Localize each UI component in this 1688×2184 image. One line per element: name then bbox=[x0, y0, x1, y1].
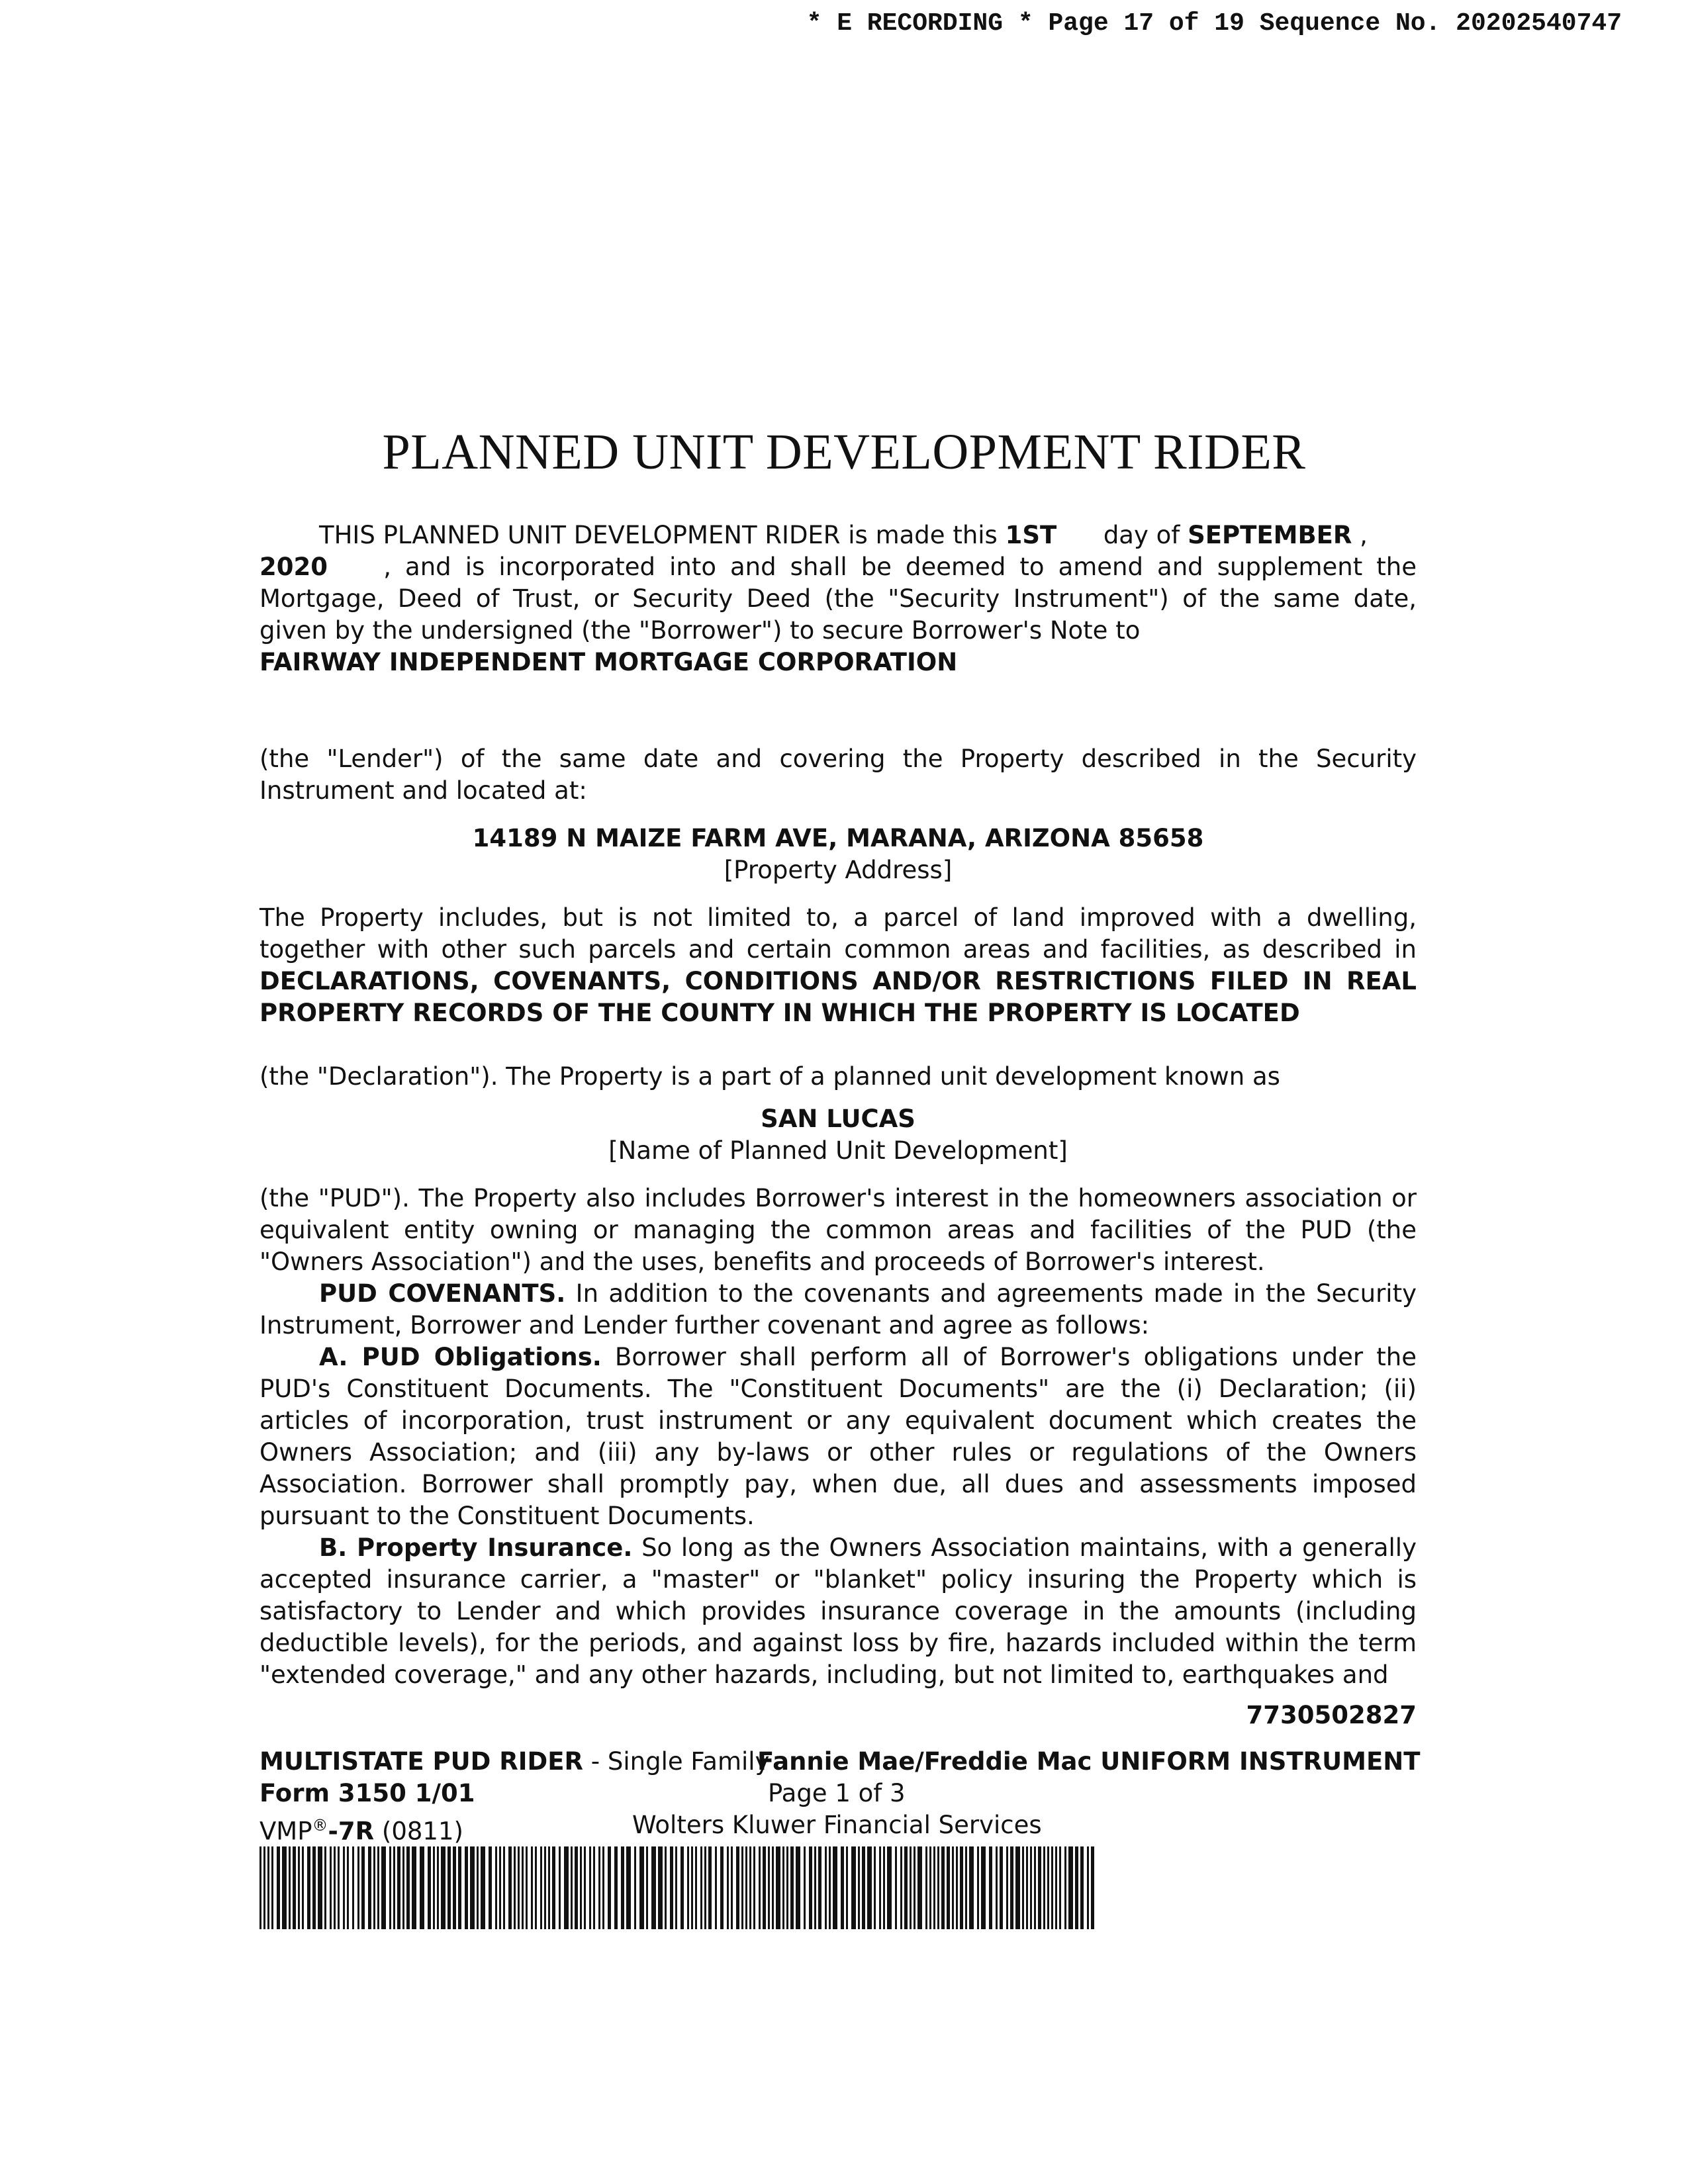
barcode-bar bbox=[1030, 1846, 1032, 1929]
barcode-bar bbox=[941, 1846, 945, 1929]
pud-name-label: [Name of Planned Unit Development] bbox=[608, 1136, 1068, 1165]
intro-paragraph-cont bbox=[259, 551, 1417, 678]
barcode-bar bbox=[437, 1846, 439, 1929]
barcode-bar bbox=[282, 1846, 287, 1929]
section-a-heading: A. PUD Obligations. bbox=[319, 1343, 602, 1371]
barcode-bar bbox=[499, 1846, 501, 1929]
rider-name: MULTISTATE PUD RIDER bbox=[259, 1747, 583, 1776]
barcode-bar bbox=[695, 1846, 697, 1929]
barcode-bar bbox=[829, 1846, 831, 1929]
barcode-bar bbox=[727, 1846, 729, 1929]
barcode-bar bbox=[825, 1846, 827, 1929]
barcode-bar bbox=[846, 1846, 848, 1929]
barcode-bar bbox=[895, 1846, 897, 1929]
barcode-bar bbox=[343, 1846, 345, 1929]
barcode-bar bbox=[670, 1846, 673, 1929]
barcode-bar bbox=[759, 1846, 761, 1929]
intro-paragraph bbox=[259, 520, 1417, 551]
barcode-bar bbox=[289, 1846, 291, 1929]
barcode-bar bbox=[589, 1846, 591, 1929]
barcode-bar bbox=[1010, 1846, 1013, 1929]
recording-stamp: * E RECORDING * Page 17 of 19 Sequence No. 20202540747 bbox=[806, 9, 1622, 38]
barcode-bar bbox=[879, 1846, 881, 1929]
barcode-bar bbox=[981, 1846, 986, 1929]
pud-paragraph: (the "PUD"). The Property also includes Borrower's interest in the homeowners association or equivalent entity owning or managing the common areas and facilities of the PUD (the "Owners Association") and the uses, benefits and proceeds of Borrower's interest. bbox=[259, 1184, 1417, 1276]
section-b-heading: B. Property Insurance. bbox=[319, 1533, 633, 1562]
barcode-bar bbox=[271, 1846, 273, 1929]
barcode-bar bbox=[965, 1846, 967, 1929]
barcode-bar bbox=[441, 1846, 445, 1929]
barcode-bar bbox=[704, 1846, 706, 1929]
barcode-bar bbox=[914, 1846, 915, 1929]
barcode-bar bbox=[357, 1846, 359, 1929]
barcode-bar bbox=[1038, 1846, 1041, 1929]
page-indicator: Page 1 of 3 bbox=[768, 1779, 906, 1807]
section-b-text: So long as the Owners Association maintains, with a generally accepted insurance carrier, a "master" or "blanket" policy insuring the Property which is satisfactory to Lender and which provides insurance coverage in the amounts (including deductible levels), for the periods, and against loss by fire, hazards included within the term "extended coverage," and any other hazards, including, but not limited to, earthquakes and bbox=[259, 1533, 1417, 1689]
barcode-bar bbox=[969, 1846, 974, 1929]
property-paragraph bbox=[259, 902, 1417, 1029]
barcode-bar bbox=[548, 1846, 550, 1929]
barcode-bar bbox=[996, 1846, 998, 1929]
barcode-bar bbox=[302, 1846, 304, 1929]
declaration-paragraph: (the "Declaration"). The Property is a part of a planned unit development known as bbox=[259, 1062, 1280, 1091]
barcode-bar bbox=[334, 1846, 336, 1929]
barcode-bar bbox=[338, 1846, 340, 1929]
barcode-bar bbox=[634, 1846, 636, 1929]
barcode-bar bbox=[544, 1846, 546, 1929]
barcode-bar bbox=[741, 1846, 743, 1929]
covenants-heading: PUD COVENANTS. bbox=[319, 1279, 566, 1308]
barcode-bar bbox=[598, 1846, 600, 1929]
barcode-bar bbox=[470, 1846, 475, 1929]
barcode-bar bbox=[571, 1846, 573, 1929]
barcode-bar bbox=[814, 1846, 816, 1929]
barcode-bar bbox=[960, 1846, 963, 1929]
barcode-bar bbox=[782, 1846, 784, 1929]
barcode-bar bbox=[900, 1846, 902, 1929]
barcode-bar bbox=[381, 1846, 386, 1929]
barcode-bar bbox=[715, 1846, 717, 1929]
declarations-text: DECLARATIONS, COVENANTS, CONDITIONS AND/OR RESTRICTIONS FILED IN REAL PROPERTY RECORDS OF THE COUNTY IN WHICH THE PROPERTY IS LOCATED bbox=[259, 967, 1417, 1027]
barcode-bar bbox=[377, 1846, 379, 1929]
barcode-bar bbox=[259, 1846, 261, 1929]
covenants-paragraph bbox=[259, 1278, 1417, 1342]
barcode-bar bbox=[428, 1846, 431, 1929]
barcode-bar bbox=[1006, 1846, 1008, 1929]
barcode-bar bbox=[952, 1846, 954, 1929]
barcode-bar bbox=[745, 1846, 747, 1929]
barcode-bar bbox=[691, 1846, 693, 1929]
barcode-bar bbox=[700, 1846, 702, 1929]
barcode-bar bbox=[263, 1846, 265, 1929]
barcode-bar bbox=[1059, 1846, 1061, 1929]
barcode-bar bbox=[687, 1846, 689, 1929]
intro-text-3: , bbox=[1352, 521, 1368, 549]
barcode-bar bbox=[763, 1846, 766, 1929]
uniform-instrument: Fannie Mae/Freddie Mac UNIFORM INSTRUMENT bbox=[757, 1747, 1421, 1776]
barcode-bar bbox=[1064, 1846, 1066, 1929]
loan-number: 7730502827 bbox=[1246, 1701, 1417, 1729]
barcode-bar bbox=[347, 1846, 349, 1929]
barcode-bar bbox=[639, 1846, 644, 1929]
barcode-bar bbox=[841, 1846, 844, 1929]
barcode-bar bbox=[352, 1846, 354, 1929]
form-footer bbox=[259, 1746, 1425, 1846]
barcode-bar bbox=[465, 1846, 468, 1929]
barcode-bar bbox=[874, 1846, 876, 1929]
barcode-bar bbox=[680, 1846, 684, 1929]
barcode-bar bbox=[535, 1846, 537, 1929]
barcode-bar bbox=[937, 1846, 939, 1929]
barcode-bar bbox=[614, 1846, 618, 1929]
barcode-bar bbox=[508, 1846, 512, 1929]
barcode-bar bbox=[540, 1846, 542, 1929]
section-a-text: Borrower shall perform all of Borrower's obligations under the PUD's Constituent Documents. The "Constituent Documents" are the (i) Declaration; (ii) articles of incorporation, trust instrument or any equivalent document which creates the Owners Association; and (iii) any by-laws or other rules or regulations of the Owners Association. Borrower shall promptly pay, when due, all dues and assessments imposed pursuant to the Constituent Documents. bbox=[259, 1343, 1417, 1530]
barcode-bar bbox=[1055, 1846, 1057, 1929]
barcode-bar bbox=[804, 1846, 806, 1929]
barcode-bar bbox=[833, 1846, 837, 1929]
barcode-bar bbox=[602, 1846, 604, 1929]
barcode-bar bbox=[531, 1846, 533, 1929]
barcode-bar bbox=[675, 1846, 677, 1929]
barcode-bar bbox=[883, 1846, 885, 1929]
barcode-bar bbox=[373, 1846, 375, 1929]
barcode-bar bbox=[447, 1846, 451, 1929]
barcode-bar bbox=[433, 1846, 435, 1929]
barcode-bar bbox=[368, 1846, 371, 1929]
barcode-bar bbox=[526, 1846, 528, 1929]
barcode-bar bbox=[503, 1846, 505, 1929]
lender-paragraph: (the "Lender") of the same date and covering the Property described in the Security Instrument and located at: bbox=[259, 745, 1417, 805]
barcode-bar bbox=[406, 1846, 410, 1929]
barcode-bar bbox=[608, 1846, 611, 1929]
barcode-bar bbox=[708, 1846, 712, 1929]
barcode-bar bbox=[862, 1846, 865, 1929]
barcode-bar bbox=[646, 1846, 648, 1929]
barcode-bar bbox=[318, 1846, 322, 1929]
barcode-bar bbox=[1015, 1846, 1020, 1929]
barcode-bar bbox=[720, 1846, 724, 1929]
barcode-bar bbox=[1091, 1846, 1094, 1929]
barcode-bar bbox=[904, 1846, 908, 1929]
barcode-bar bbox=[307, 1846, 310, 1929]
barcode-bar bbox=[772, 1846, 774, 1929]
barcode-bar bbox=[626, 1846, 631, 1929]
barcode-bar bbox=[402, 1846, 404, 1929]
barcode-bar bbox=[458, 1846, 461, 1929]
lender-name: FAIRWAY INDEPENDENT MORTGAGE CORPORATION bbox=[259, 648, 958, 676]
barcode-bar bbox=[887, 1846, 892, 1929]
barcode-bar bbox=[1087, 1846, 1089, 1929]
barcode-bar bbox=[559, 1846, 561, 1929]
covenants-text: In addition to the covenants and agreements made in the Security Instrument, Borrower and Lender further covenant and agree as follows: bbox=[259, 1279, 1417, 1340]
barcode-bar bbox=[917, 1846, 922, 1929]
property-text: The Property includes, but is not limited to, a parcel of land improved with a dwelling, together with other such parcels and certain common areas and facilities, as described in bbox=[259, 903, 1417, 964]
barcode-bar bbox=[776, 1846, 780, 1929]
section-a bbox=[259, 1342, 1417, 1532]
barcode-bar bbox=[453, 1846, 456, 1929]
barcode-bar bbox=[749, 1846, 751, 1929]
barcode-bar bbox=[361, 1846, 365, 1929]
barcode-bar bbox=[1051, 1846, 1053, 1929]
barcode-bar bbox=[293, 1846, 296, 1929]
barcode-bar bbox=[1047, 1846, 1049, 1929]
rider-day: 1ST bbox=[1005, 521, 1057, 549]
barcode-bar bbox=[621, 1846, 624, 1929]
barcode-bar bbox=[575, 1846, 578, 1929]
barcode-bar bbox=[947, 1846, 950, 1929]
rider-year: 2020 bbox=[259, 553, 328, 581]
barcode-bar bbox=[929, 1846, 931, 1929]
intro-text-2: day of bbox=[1096, 521, 1188, 549]
property-address-label: [Property Address] bbox=[724, 856, 953, 884]
barcode-bar bbox=[518, 1846, 520, 1929]
barcode-bar bbox=[584, 1846, 586, 1929]
barcode-bar bbox=[925, 1846, 927, 1929]
rider-month: SEPTEMBER bbox=[1188, 521, 1352, 549]
barcode-bar bbox=[267, 1846, 269, 1929]
barcode-bar bbox=[420, 1846, 424, 1929]
barcode-bar bbox=[796, 1846, 800, 1929]
barcode-bar bbox=[665, 1846, 667, 1929]
barcode-bar bbox=[477, 1846, 479, 1929]
barcode-bar bbox=[277, 1846, 280, 1929]
barcode-image bbox=[259, 1846, 1097, 1929]
intro-text-1: THIS PLANNED UNIT DEVELOPMENT RIDER is made this bbox=[319, 521, 1006, 549]
barcode-bar bbox=[768, 1846, 770, 1929]
barcode-bar bbox=[1034, 1846, 1036, 1929]
barcode-bar bbox=[658, 1846, 663, 1929]
barcode-bar bbox=[312, 1846, 316, 1929]
barcode-bar bbox=[580, 1846, 582, 1929]
barcode-bar bbox=[786, 1846, 788, 1929]
barcode-bar bbox=[298, 1846, 300, 1929]
barcode-bar bbox=[393, 1846, 395, 1929]
form-id: Form 3150 1/01 bbox=[259, 1779, 475, 1807]
barcode-bar bbox=[1068, 1846, 1073, 1929]
barcode-bar bbox=[910, 1846, 912, 1929]
barcode-bar bbox=[977, 1846, 979, 1929]
barcode-bar bbox=[809, 1846, 812, 1929]
publisher: Wolters Kluwer Financial Services bbox=[632, 1811, 1042, 1839]
barcode-bar bbox=[989, 1846, 992, 1929]
barcode-bar bbox=[790, 1846, 794, 1929]
property-address: 14189 N MAIZE FARM AVE, MARANA, ARIZONA 85658 bbox=[472, 824, 1204, 852]
barcode-bar bbox=[933, 1846, 935, 1929]
barcode-bar bbox=[324, 1846, 326, 1929]
intro-text-4: , and is incorporated into and shall be deemed to amend and supplement the Mortgage, Deed of Trust, or Security Deed (the "Security Instrument") of the same date, given by the undersigned (the "Borrower") to secure Borrower's Note to bbox=[259, 553, 1417, 645]
barcode-bar bbox=[1000, 1846, 1003, 1929]
barcode-bar bbox=[753, 1846, 755, 1929]
barcode-bar bbox=[736, 1846, 739, 1929]
barcode-bar bbox=[956, 1846, 958, 1929]
barcode-bar bbox=[552, 1846, 555, 1929]
barcode-bar bbox=[495, 1846, 497, 1929]
barcode-bar bbox=[593, 1846, 595, 1929]
barcode-bar bbox=[1026, 1846, 1028, 1929]
barcode-bar bbox=[867, 1846, 872, 1929]
barcode-bar bbox=[731, 1846, 733, 1929]
barcode-bar bbox=[1075, 1846, 1078, 1929]
document-title: PLANNED UNIT DEVELOPMENT RIDER bbox=[382, 424, 1306, 480]
barcode-bar bbox=[858, 1846, 860, 1929]
pud-name: SAN LUCAS bbox=[761, 1105, 915, 1133]
barcode-bar bbox=[1043, 1846, 1045, 1929]
barcode-bar bbox=[564, 1846, 569, 1929]
barcode-bar bbox=[489, 1846, 492, 1929]
barcode-bar bbox=[522, 1846, 524, 1929]
barcode-bar bbox=[651, 1846, 656, 1929]
barcode-bar bbox=[514, 1846, 516, 1929]
rider-type: - Single Family - bbox=[583, 1747, 786, 1776]
barcode-bar bbox=[389, 1846, 391, 1929]
vmp-code: VMP®-7R (0811) bbox=[259, 1816, 463, 1846]
barcode-bar bbox=[412, 1846, 416, 1929]
barcode-bar bbox=[481, 1846, 485, 1929]
barcode-bar bbox=[1022, 1846, 1024, 1929]
barcode-bar bbox=[851, 1846, 856, 1929]
barcode-bar bbox=[818, 1846, 821, 1929]
barcode-bar bbox=[330, 1846, 332, 1929]
section-b bbox=[259, 1532, 1417, 1691]
barcode-bar bbox=[397, 1846, 400, 1929]
barcode-bar bbox=[1080, 1846, 1084, 1929]
